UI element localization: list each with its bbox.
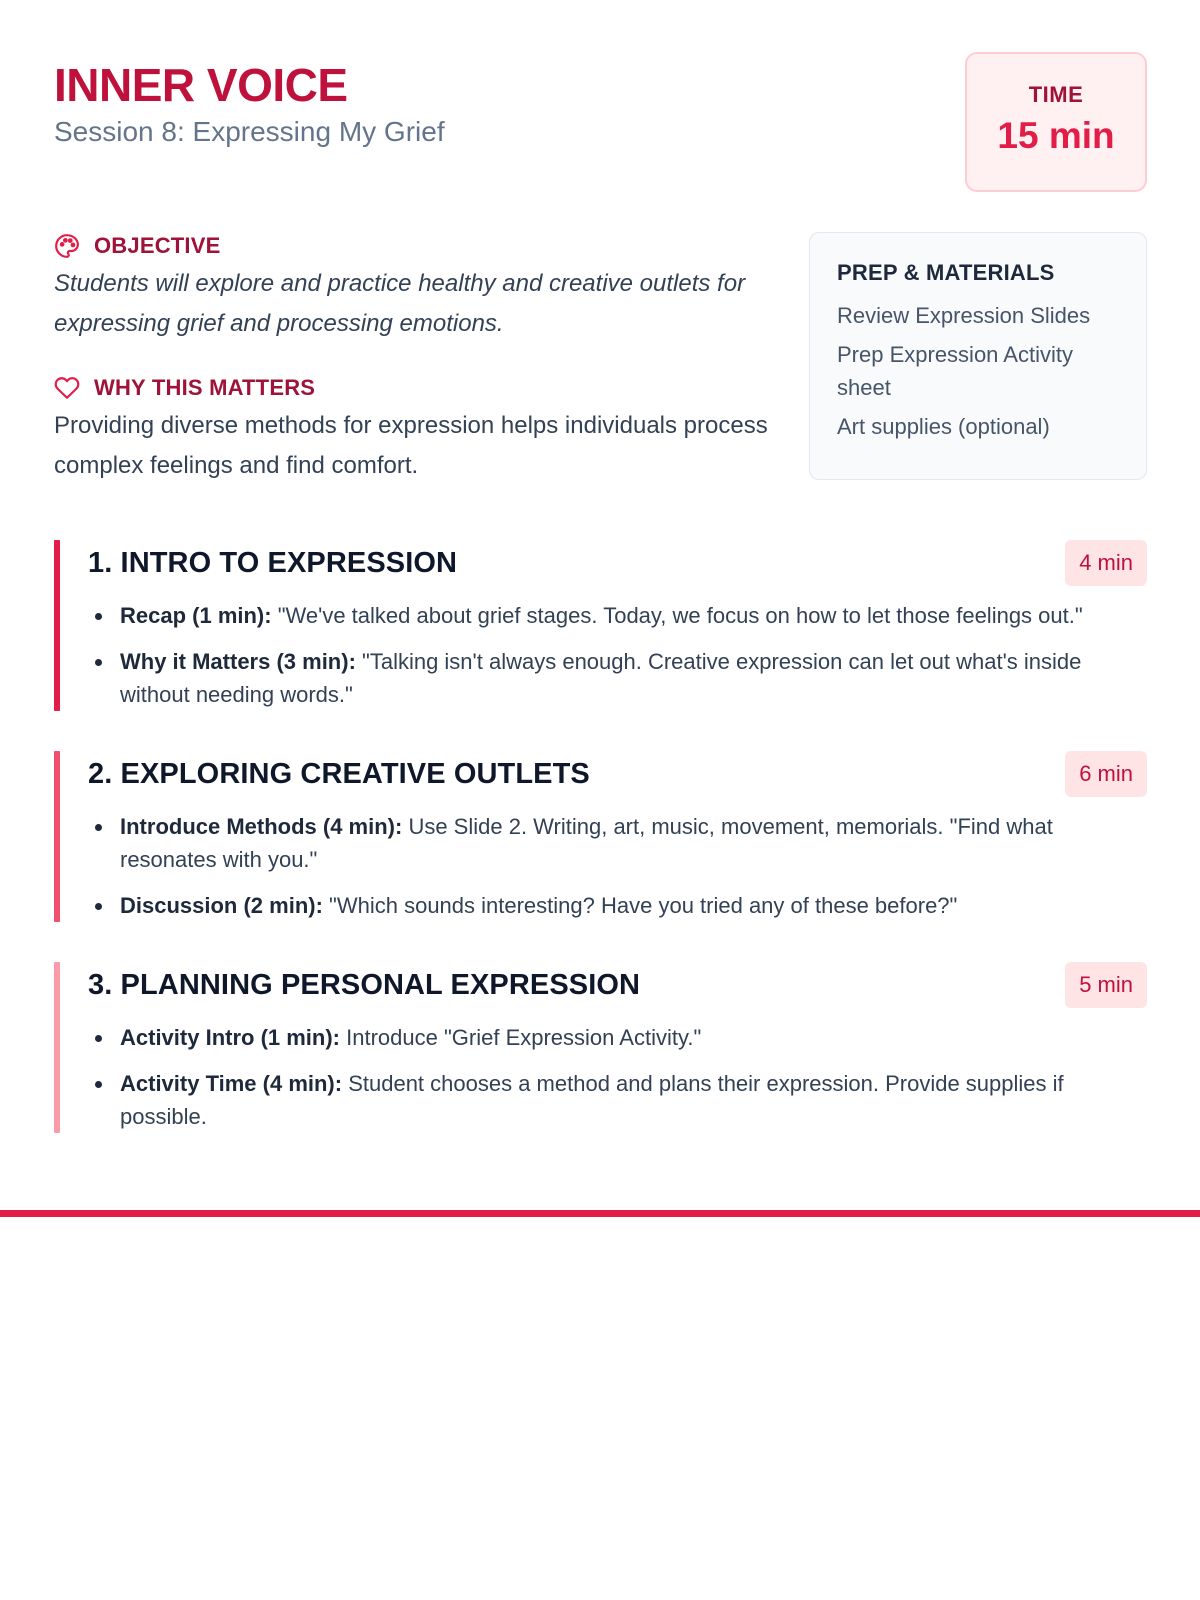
list-item: [88, 810, 1147, 876]
activity-accent-bar: [54, 540, 60, 711]
activity-title: 2. EXPLORING CREATIVE OUTLETS: [88, 758, 590, 790]
list-item: [88, 1021, 1147, 1054]
lesson-plan-page: [54, 52, 1147, 1173]
point-text: "Talking isn't always enough. Creative expression can let out what's inside without needing words.": [120, 649, 1082, 707]
activity-header: [88, 751, 1147, 797]
prep-materials-box: [809, 232, 1147, 480]
time-box: [965, 52, 1147, 192]
list-item: [88, 889, 1147, 922]
list-item: [88, 1067, 1147, 1133]
activity-accent-bar: [54, 751, 60, 922]
title-block: [54, 52, 445, 150]
duration-badge: 4 min: [1065, 540, 1147, 586]
activity-header: [88, 540, 1147, 586]
activities: [54, 540, 1147, 1133]
activity-section: [54, 751, 1147, 922]
duration-badge: 6 min: [1065, 751, 1147, 797]
point-text: "Which sounds interesting? Have you tried any of these before?": [322, 893, 958, 918]
activity-accent-bar: [54, 962, 60, 1133]
activity-title: 3. PLANNING PERSONAL EXPRESSION: [88, 969, 641, 1001]
overview-left: [54, 232, 774, 486]
point-lead: Activity Intro (1 min):: [120, 1025, 341, 1050]
prep-item: Review Expression Slides: [837, 303, 1091, 328]
activity-header: [88, 962, 1147, 1008]
list-item: [88, 599, 1147, 632]
why-block: [54, 374, 774, 486]
point-text: Use Slide 2. Writing, art, music, movement, memorials. "Find what resonates with you.": [120, 814, 1053, 872]
point-text: Student chooses a method and plans their expression. Provide supplies if possible.: [120, 1071, 1064, 1129]
point-lead: Introduce Methods (4 min):: [120, 814, 403, 839]
activity-points: [88, 810, 1147, 922]
why-label: WHY THIS MATTERS: [94, 375, 316, 400]
point-lead: Discussion (2 min):: [120, 893, 323, 918]
point-lead: Why it Matters (3 min):: [120, 649, 356, 674]
page-title: INNER VOICE: [54, 59, 348, 111]
point-text: "We've talked about grief stages. Today, we focus on how to let those feelings out.": [271, 603, 1083, 628]
activity-points: [88, 599, 1147, 711]
objective-text: Students will explore and practice healthy and creative outlets for expressing grief and processing emotions.: [54, 270, 746, 337]
activity-title: 1. INTRO TO EXPRESSION: [88, 547, 458, 579]
prep-item: Art supplies (optional): [837, 414, 1050, 439]
time-value: 15 min: [997, 115, 1115, 156]
activity-section: [54, 962, 1147, 1133]
activity-points: [88, 1021, 1147, 1133]
overview: [54, 232, 1147, 486]
footer-divider: [0, 1210, 1200, 1217]
prep-item: Prep Expression Activity sheet: [837, 342, 1073, 400]
point-text: Introduce "Grief Expression Activity.": [340, 1025, 702, 1050]
point-lead: Activity Time (4 min):: [120, 1071, 343, 1096]
objective-heading: [54, 232, 774, 260]
point-lead: Recap (1 min):: [120, 603, 272, 628]
palette-icon: [54, 233, 80, 259]
objective-block: [54, 232, 774, 344]
activity-section: [54, 540, 1147, 711]
objective-label: OBJECTIVE: [94, 233, 221, 258]
prep-list: [837, 299, 1120, 443]
session-subtitle: Session 8: Expressing My Grief: [54, 116, 445, 147]
header: [54, 52, 1147, 198]
duration-badge: 5 min: [1065, 962, 1147, 1008]
time-label: TIME: [1028, 82, 1084, 107]
prep-title: PREP & MATERIALS: [837, 260, 1055, 285]
list-item: [88, 645, 1147, 711]
why-text: Providing diverse methods for expression helps individuals process complex feelings and find comfort.: [54, 412, 768, 479]
why-heading: [54, 374, 774, 402]
heart-icon: [54, 375, 80, 401]
